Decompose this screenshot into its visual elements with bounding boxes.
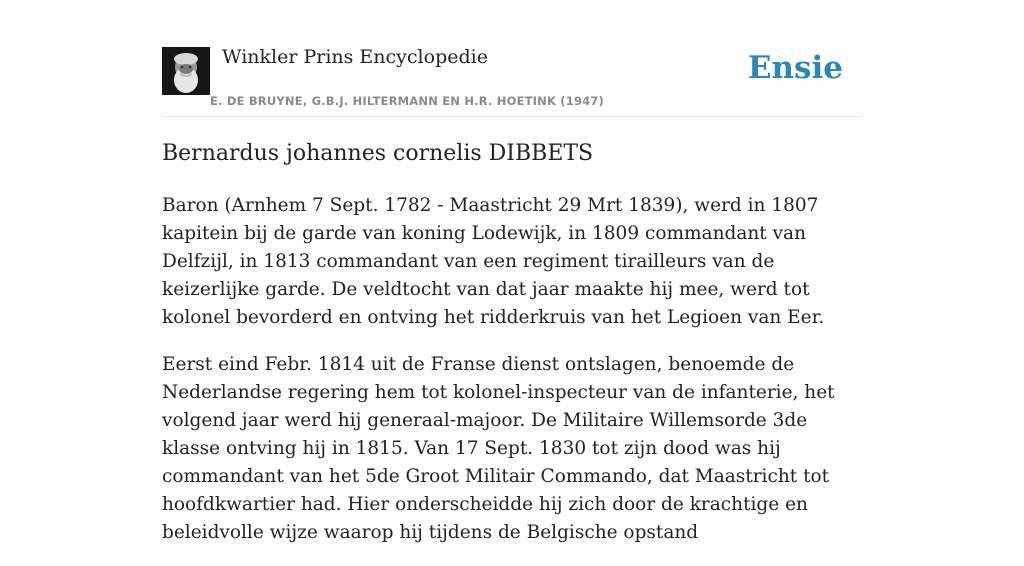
article-body: [162, 192, 862, 566]
article-paragraph: Baron (Arnhem 7 Sept. 1782 - Maastricht 29 Mrt 1839), werd in 1807 kapitein bij de garde van koning Lodewijk, in 1809 commandant van Delfzijl, in 1813 commandant van een regiment tirailleurs van de keizerlijke garde. De veldtocht van dat jaar maakte hij mee, werd tot kolonel bevorderd en ontving het ridderkruis van het Legioen van Eer.: [162, 195, 825, 328]
header: [162, 0, 862, 117]
source-title[interactable]: Winkler Prins Encyclopedie: [222, 46, 488, 68]
article-paragraph: Eerst eind Febr. 1814 uit de Franse dienst ontslagen, benoemde de Nederlandse regering hem tot kolonel-inspecteur van de infanterie, het volgend jaar werd hij generaal-majoor. De Militaire Willemsorde 3de klasse ontving hij in 1815. Van 17 Sept. 1830 tot zijn dood was hij commandant van het 5de Groot Militair Commando, dat Maastricht tot hoofdkwartier had. Hier onderscheidde hij zich door de krachtige en beleidvolle wijze waarop hij tijdens de Belgische opstand: [162, 354, 835, 543]
avatar[interactable]: [162, 47, 210, 95]
page-container: [162, 0, 862, 543]
article-title: Bernardus johannes cornelis DIBBETS: [162, 141, 594, 166]
source-authors: E. DE BRUYNE, G.B.J. HILTERMANN EN H.R. HOETINK (1947): [210, 94, 605, 108]
bearded-man-portrait-icon: [162, 47, 210, 95]
ensie-logo[interactable]: Ensie: [747, 50, 843, 86]
